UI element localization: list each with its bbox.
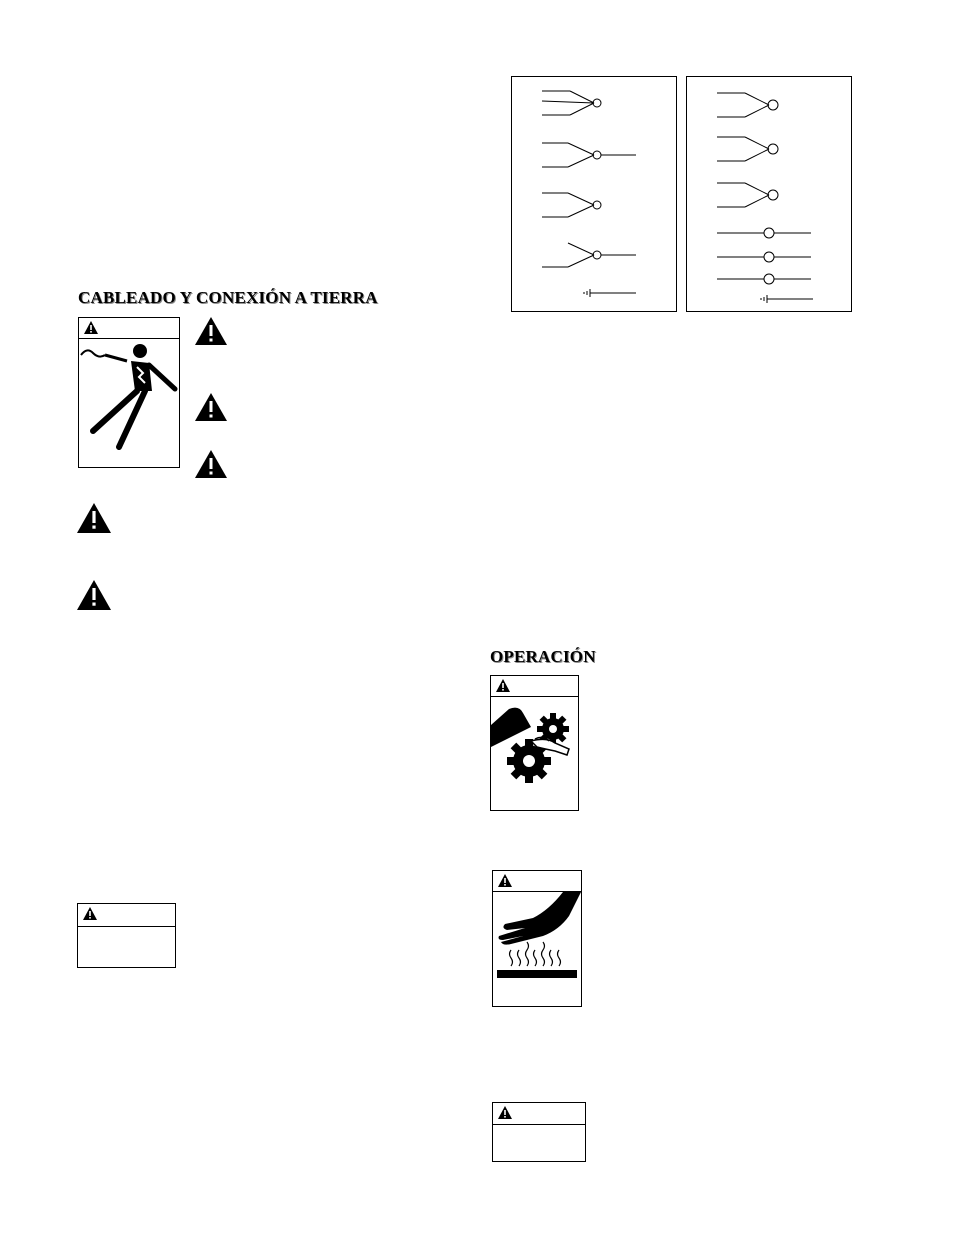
warning-triangle-icon — [195, 450, 227, 478]
warning-triangle-icon — [77, 580, 111, 610]
wiring-section-heading: CABLEADO Y CONEXIÓN A TIERRA — [78, 288, 378, 307]
hot-surface-icon — [493, 892, 581, 1006]
rotating-gears-icon — [491, 697, 578, 809]
electric-shock-warning-label — [78, 317, 180, 468]
warning-triangle-icon — [496, 679, 510, 692]
warning-triangle-icon — [195, 393, 227, 421]
caution-label-box — [77, 903, 176, 968]
wiring-diagram-right-panel — [686, 76, 852, 312]
warning-triangle-icon — [84, 321, 98, 334]
warning-triangle-icon — [83, 907, 97, 920]
warning-triangle-icon — [498, 874, 512, 887]
label-header — [493, 871, 581, 892]
wiring-diagram — [512, 77, 676, 311]
wiring-diagram-left-panel — [511, 76, 677, 312]
warning-triangle-icon — [195, 317, 227, 345]
electric-shock-icon — [79, 339, 179, 467]
label-header — [79, 318, 179, 339]
hot-surface-warning-label — [492, 870, 582, 1007]
label-header — [493, 1103, 585, 1125]
label-header — [78, 904, 175, 927]
warning-triangle-icon — [498, 1106, 512, 1119]
warning-triangle-icon — [77, 503, 111, 533]
moving-parts-warning-label — [490, 675, 579, 811]
caution-label-box — [492, 1102, 586, 1162]
operation-section-heading: OPERACIÓN — [490, 647, 596, 666]
label-header — [491, 676, 578, 697]
wiring-diagram — [687, 77, 851, 311]
